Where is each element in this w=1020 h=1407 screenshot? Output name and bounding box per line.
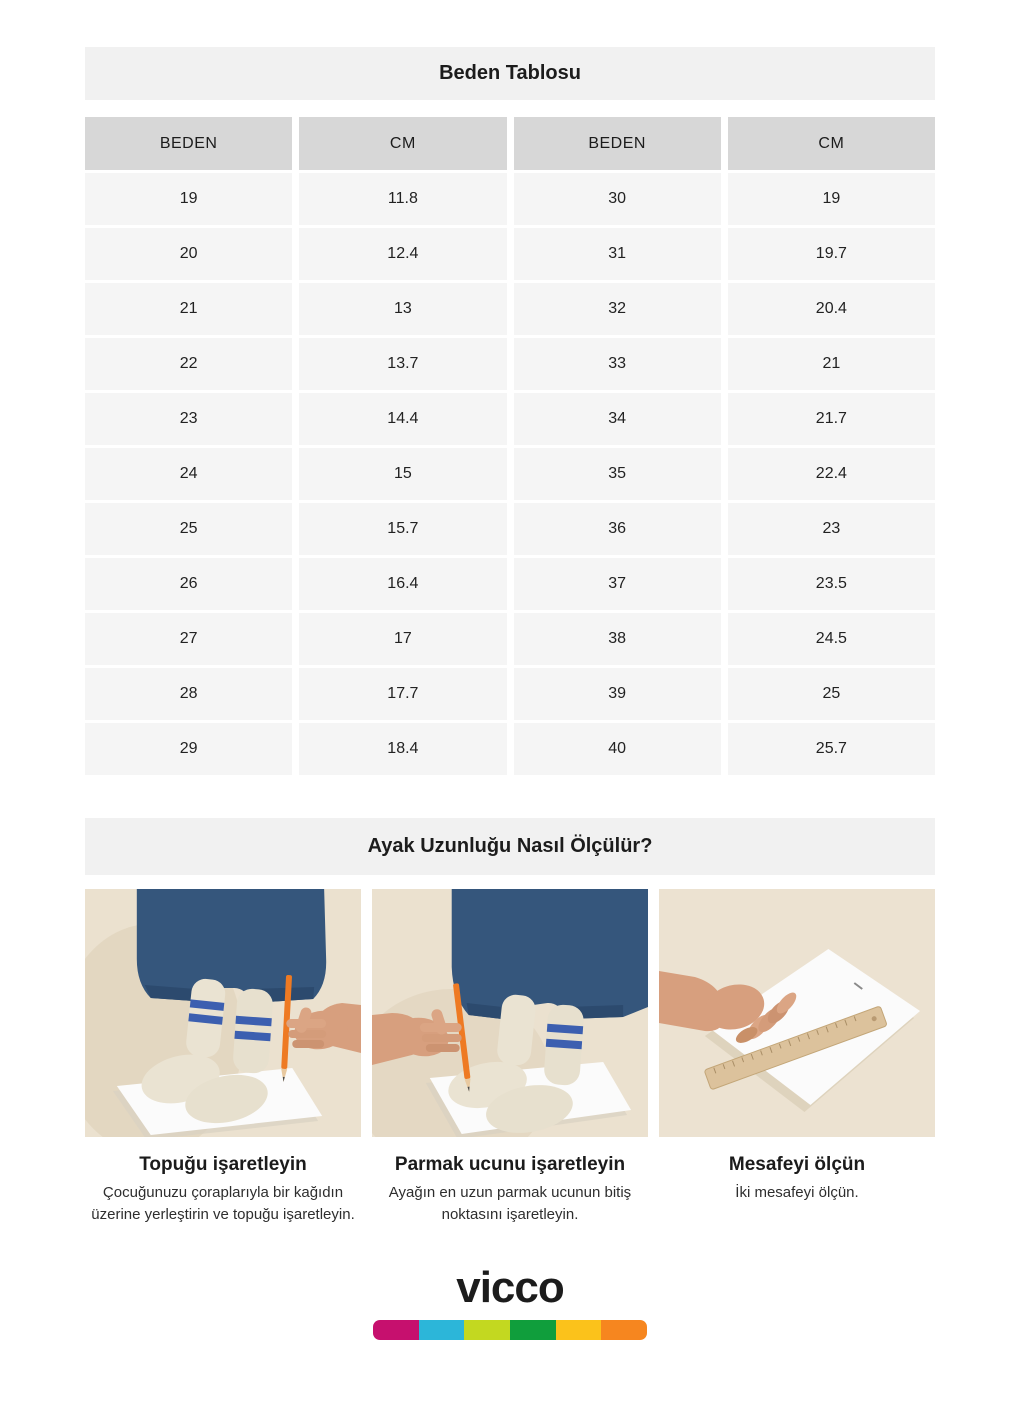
- measure-section-title-bar: [85, 818, 935, 875]
- table-row: [85, 448, 935, 500]
- table-cell: 23: [728, 503, 935, 555]
- brand-bar-segment: [464, 1320, 510, 1340]
- table-row: [85, 338, 935, 390]
- table-cell: 19: [728, 173, 935, 225]
- table-cell: 23.5: [728, 558, 935, 610]
- table-cell: 17.7: [299, 668, 506, 720]
- table-cell: 31: [514, 228, 721, 280]
- measure-steps: [85, 889, 935, 1226]
- toe-marking-illustration: [372, 889, 648, 1137]
- table-cell: 20: [85, 228, 292, 280]
- table-cell: 22.4: [728, 448, 935, 500]
- measure-section-title: Ayak Uzunluğu Nasıl Ölçülür?: [367, 835, 653, 857]
- size-table-title-bar: [85, 47, 935, 100]
- brand-footer: [85, 1262, 935, 1340]
- brand-bar-segment: [373, 1320, 419, 1340]
- table-cell: 37: [514, 558, 721, 610]
- table-cell: 33: [514, 338, 721, 390]
- table-cell: 28: [85, 668, 292, 720]
- brand-bar-segment: [601, 1320, 647, 1340]
- brand-bar-segment: [419, 1320, 465, 1340]
- brand-color-bar: [373, 1320, 647, 1340]
- table-row: [85, 723, 935, 775]
- size-table-body: [85, 173, 935, 775]
- ruler-measuring-illustration: [659, 889, 935, 1137]
- table-cell: 27: [85, 613, 292, 665]
- step-title-heel: Topuğu işaretleyin: [139, 1154, 307, 1175]
- page-content: [85, 47, 935, 1340]
- vicco-logo: vicco: [456, 1262, 564, 1312]
- table-cell: 19.7: [728, 228, 935, 280]
- size-table: [85, 117, 935, 775]
- table-cell: 40: [514, 723, 721, 775]
- column-header-cm-1: CM: [299, 117, 506, 170]
- step-title-toe: Parmak ucunu işaretleyin: [394, 1154, 626, 1175]
- table-cell: 35: [514, 448, 721, 500]
- table-cell: 38: [514, 613, 721, 665]
- table-cell: 30: [514, 173, 721, 225]
- table-cell: 16.4: [299, 558, 506, 610]
- table-row: [85, 558, 935, 610]
- table-cell: 25.7: [728, 723, 935, 775]
- toe-marking-photo: [372, 889, 648, 1137]
- table-cell: 32: [514, 283, 721, 335]
- heel-marking-illustration: [85, 889, 361, 1137]
- table-cell: 20.4: [728, 283, 935, 335]
- table-cell: 13.7: [299, 338, 506, 390]
- step-measure-distance: [659, 889, 935, 1226]
- table-cell: 29: [85, 723, 292, 775]
- column-header-beden-1: BEDEN: [85, 117, 292, 170]
- table-cell: 23: [85, 393, 292, 445]
- table-cell: 22: [85, 338, 292, 390]
- table-cell: 21: [728, 338, 935, 390]
- step-mark-toe: [372, 889, 648, 1226]
- table-cell: 15.7: [299, 503, 506, 555]
- table-cell: 21: [85, 283, 292, 335]
- table-cell: 12.4: [299, 228, 506, 280]
- table-cell: 34: [514, 393, 721, 445]
- table-cell: 13: [299, 283, 506, 335]
- table-row: [85, 283, 935, 335]
- table-cell: 15: [299, 448, 506, 500]
- brand-bar-segment: [510, 1320, 556, 1340]
- table-row: [85, 173, 935, 225]
- table-cell: 24: [85, 448, 292, 500]
- table-cell: 21.7: [728, 393, 935, 445]
- table-cell: 26: [85, 558, 292, 610]
- table-cell: 24.5: [728, 613, 935, 665]
- brand-bar-segment: [556, 1320, 602, 1340]
- table-row: [85, 613, 935, 665]
- step-desc-toe: Ayağın en uzun parmak ucunun bitiş noktasını işaretleyin.: [388, 1184, 632, 1223]
- table-row: [85, 228, 935, 280]
- size-table-header-row: [85, 117, 935, 170]
- table-cell: 14.4: [299, 393, 506, 445]
- table-cell: 25: [85, 503, 292, 555]
- table-cell: 17: [299, 613, 506, 665]
- table-cell: 39: [514, 668, 721, 720]
- step-title-measure: Mesafeyi ölçün: [728, 1154, 866, 1175]
- step-mark-heel: [85, 889, 361, 1226]
- column-header-beden-2: BEDEN: [514, 117, 721, 170]
- step-desc-measure: İki mesafeyi ölçün.: [735, 1184, 859, 1201]
- table-row: [85, 668, 935, 720]
- table-cell: 36: [514, 503, 721, 555]
- table-cell: 25: [728, 668, 935, 720]
- table-cell: 19: [85, 173, 292, 225]
- size-table-title: Beden Tablosu: [439, 62, 581, 84]
- step-desc-heel: Çocuğunuzu çoraplarıyla bir kağıdın üzerine yerleştirin ve topuğu işaretleyin.: [91, 1184, 355, 1223]
- ruler-measuring-photo: [659, 889, 935, 1137]
- table-cell: 18.4: [299, 723, 506, 775]
- column-header-cm-2: CM: [728, 117, 935, 170]
- table-row: [85, 393, 935, 445]
- table-cell: 11.8: [299, 173, 506, 225]
- table-row: [85, 503, 935, 555]
- heel-marking-photo: [85, 889, 361, 1137]
